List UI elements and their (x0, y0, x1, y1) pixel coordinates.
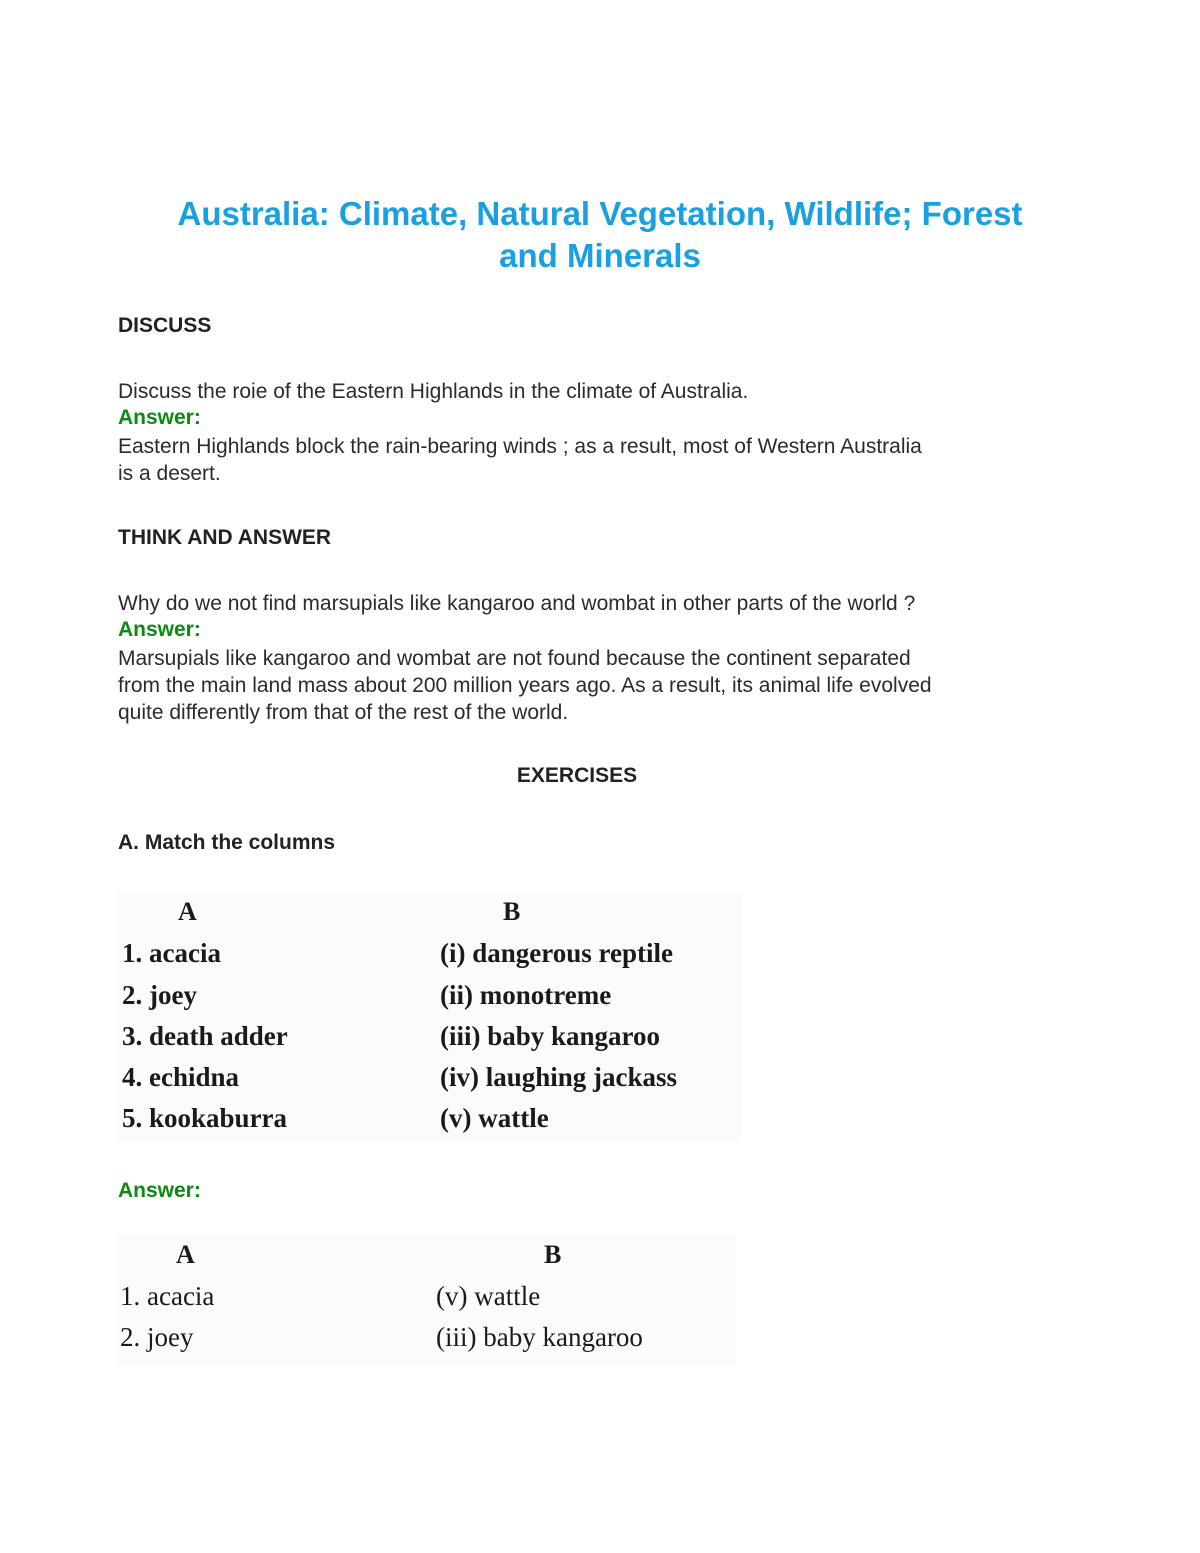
answer-col-b-header: B (544, 1240, 562, 1269)
think-answer-line-3: quite differently from that of the rest of the world. (118, 701, 569, 724)
title-line-2: and Minerals (499, 237, 701, 274)
think-answer-line-2: from the main land mass about 200 million years ago. As a result, its animal life evolved (118, 674, 932, 697)
match-row-a: 2. joey (122, 980, 197, 1010)
exercise-answer-label: Answer: (118, 1179, 201, 1202)
think-heading: THINK AND ANSWER (118, 526, 332, 549)
match-row-a: 5. kookaburra (122, 1103, 288, 1133)
match-row-a: 1. acacia (122, 938, 221, 968)
answer-table-image (116, 1234, 736, 1366)
match-col-b-header: B (503, 897, 521, 926)
discuss-answer-line-2: is a desert. (118, 462, 221, 485)
discuss-question: Discuss the roie of the Eastern Highlands in the climate of Australia. (118, 380, 749, 403)
answer-row-a: 2. joey (120, 1322, 194, 1352)
match-row-b: (iii) baby kangaroo (440, 1021, 661, 1051)
answer-row-b: (v) wattle (436, 1281, 541, 1311)
discuss-heading: DISCUSS (118, 314, 212, 337)
think-answer-line-1: Marsupials like kangaroo and wombat are not found because the continent separated (118, 647, 911, 670)
section-a-heading: A. Match the columns (118, 831, 336, 854)
exercises-heading: EXERCISES (516, 764, 638, 787)
think-answer-label: Answer: (118, 618, 201, 641)
answer-row-b: (iii) baby kangaroo (436, 1322, 643, 1352)
think-question: Why do we not find marsupials like kangaroo and wombat in other parts of the world ? (118, 592, 916, 615)
discuss-answer-line-1: Eastern Highlands block the rain-bearing winds ; as a result, most of Western Australia (118, 435, 922, 458)
title-line-1: Australia: Climate, Natural Vegetation, Wildlife; Forest (177, 195, 1023, 232)
match-row-a: 4. echidna (122, 1062, 240, 1092)
match-col-a-header: A (178, 897, 197, 926)
page-title (0, 193, 1200, 277)
answer-col-a-header: A (176, 1240, 195, 1269)
answer-row-a: 1. acacia (120, 1281, 215, 1311)
match-row-b: (iv) laughing jackass (440, 1062, 678, 1092)
discuss-answer-label: Answer: (118, 406, 201, 429)
match-row-b: (v) wattle (440, 1103, 549, 1133)
match-row-b: (i) dangerous reptile (440, 938, 673, 968)
match-row-a: 3. death adder (122, 1021, 288, 1051)
match-table-image (116, 892, 742, 1142)
match-row-b: (ii) monotreme (440, 980, 612, 1010)
